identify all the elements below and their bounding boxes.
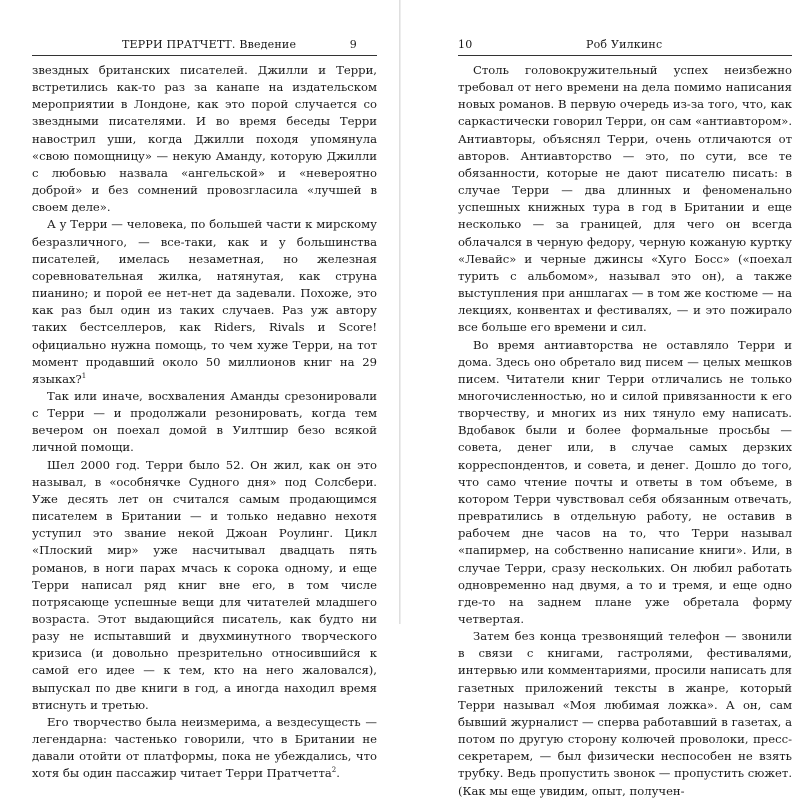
paragraph: Затем без конца трезвонящий телефон — звонили в связи с книгами, гастролями, фестивалями, интервью или комментариями, просили написать для газетных приложений тексты в жанре, который Терри называл «Моя любимая ложка». А он, сам бывший журналист — сперва работавший в газетах, а потом по другую сторону колючей проволоки, пресс-секретарем, — был физически неспособен не взять трубку. Ведь пропустить звонок — пропустить сюжет. (Как мы еще увидим, опыт, получен- — [458, 629, 792, 798]
left-page — [0, 0, 400, 781]
left-page-body — [32, 62, 377, 783]
paragraph — [32, 216, 377, 388]
right-header-rule — [458, 55, 792, 56]
left-page-number: 9 — [349, 38, 357, 51]
paragraph-text: Его творчество была неизмерима, а вездесущесть — легендарна: частенько говорили, что в Британии не давали отойти от платформы, пока не убеждались, что хотя бы один пассажир читает Терри Пратчетта — [32, 714, 377, 781]
paragraph: Столь головокружительный успех неизбежно требовал от него времени на дела помимо написания новых романов. В первую очередь из-за того, что, как саркастически говорил Терри, он сам «антиавтором». Антиавторы, объяснял Терри, очень отличаются от авторов. Антиавторство — это, по сути, все те обязанности, которые не дают писателю писать: в случае Терри — два длинных и феноменально успешных книжных тура в год в Британии и еще несколько — за границей, для чего он всегда облачался в черную федору, черную кожаную куртку «Левайс» и черные джинсы «Хуго Босс» («поехал турить с альбомом», называл это он), а также выступления при аншлагах — в том же костюме — на лекциях, конвентах и фестивалях, — и это пожирало все больше его времени и сил. — [458, 63, 792, 335]
left-header-title: ТЕРРИ ПРАТЧЕТТ. Введение — [122, 38, 297, 51]
footnote-mark: 1 — [81, 371, 87, 380]
paragraph: Во время антиавторства не оставляло Терри и дома. Здесь оно обретало вид писем — целых мешков писем. Читатели книг Терри отличались не только многочисленностью, но и силой привязанности к его творчеству, и многих из них тянуло ему написать. Вдобавок были и более формальные просьбы — совета, денег или, в случае самых дерзких корреспондентов, и совета, и денег. Дошло до того, что само чтение почты и ответы в том объеме, в котором Терри чувствовал себя обязанным отвечать, превратились в отдельную работу, не оставив в рабочем дне часов на то, что Терри называл «папирмер, на собственно написание книги». Или, в случае Терри, сразу нескольких. Он любил работать одновременно над двумя, а то и тремя, и еще одно где-то на заднем плане уже обретала форму четвертая. — [458, 337, 792, 626]
right-page-body — [458, 62, 792, 800]
right-page-number: 10 — [458, 38, 473, 51]
left-running-header — [32, 38, 377, 54]
right-page — [400, 0, 800, 798]
paragraph: Его творчество была неизмерима, а вездесущесть — легендарна: частенько говорили, что в Британии не давали отойти от платформы, пока не убеждались, что хотя бы один пассажир читает Терри Пратчетта$^2$. — [32, 714, 377, 781]
paragraph: Так или иначе, восхваления Аманды срезонировали с Терри — и продолжали резонировать, когда тем вечером он поехал домой в Уилтшир безо всякой личной помощи. — [32, 388, 377, 455]
paragraph-text: А у Терри — человека, по большей части к мирскому безразличного, — все-таки, как и у большинства писателей, имелась незаметная, но железная соревновательная жилка, натянутая, как струна пианино; и порой ее нет-нет да задевали. Похоже, это как раз был один из таких случаев. Раз уж автору таких бестселлеров, как Riders, Rivals и Score! официально нужна помощь, то чем хуже Терри, на тот момент продавший около 50 миллионов книг на 29 языках? — [32, 217, 377, 386]
right-running-header — [458, 38, 792, 54]
paragraph: звездных британских писателей. Джилли и Терри, встретились как-то раз за канапе на издательском мероприятии в Лондоне, как это порой случается со звездными писателями. И во время беседы Терри навострил уши, когда Джилли походя упомянула «свою помощницу» — некую Аманду, которую Джилли с любовью назвала «ангельской» и «невероятно доброй» и без сомнений провозгласила «лучшей в своем деле». — [32, 63, 377, 215]
footnote-mark: 2 — [331, 766, 337, 775]
paragraph: Шел 2000 год. Терри было 52. Он жил, как он это называл, в «особнячке Судного дня» под Солсбери. Уже десять лет он считался самым продающимся писателем в Британии — и только недавно нехотя уступил это звание некой Джоан Роулинг. Цикл «Плоский мир» уже насчитывал двадцать пять романов, в ноги парах мчась к сорока одному, и еще Терри написал ряд книг вне его, в том числе потрясающе успешные вещи для читателей младшего возраста. Этот выдающийся писатель, как будто ни разу не испытавший и двухминутного творческого кризиса (и довольно презрительно относившийся к самой его идее — к тем, кто на него жаловался), выпускал по две книги в год, а иногда находил время втиснуть и третью. — [32, 457, 377, 712]
right-header-title: Роб Уилкинс — [586, 38, 663, 51]
left-header-rule — [32, 55, 377, 56]
